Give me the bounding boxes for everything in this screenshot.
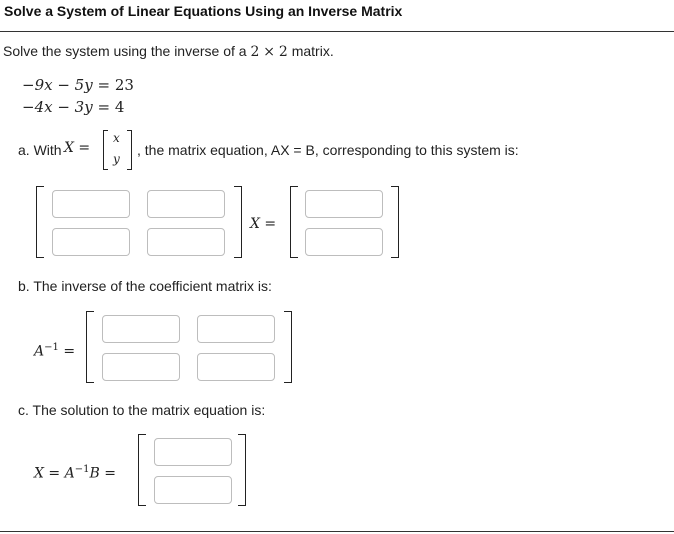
vector-right-bracket [127, 130, 132, 170]
coef-matrix-left-bracket [36, 186, 44, 258]
part-c-text: c. The solution to the matrix equation is: [18, 402, 266, 418]
x-equals-label: X = [64, 140, 91, 156]
b-matrix-left-bracket [290, 186, 298, 258]
times-symbol: × [263, 44, 276, 60]
coef-input-a21[interactable] [52, 228, 130, 256]
inverse-input-i22[interactable] [197, 353, 275, 381]
inverse-matrix-left-bracket [86, 311, 94, 383]
equation-1: −9x − 5y = 23 [22, 76, 134, 94]
solution-input-x2[interactable] [154, 476, 232, 504]
b-input-1[interactable] [305, 190, 383, 218]
dim-a: 2 [250, 44, 260, 60]
x-equals-matrix-label: X = [250, 216, 277, 232]
page-title: Solve a System of Linear Equations Using an Inverse Matrix [4, 3, 403, 19]
inverse-input-i21[interactable] [102, 353, 180, 381]
vector-x: x [113, 131, 120, 145]
coef-input-a11[interactable] [52, 190, 130, 218]
solution-right-bracket [238, 434, 246, 506]
solution-input-x1[interactable] [154, 438, 232, 466]
vector-left-bracket [103, 130, 108, 170]
bottom-divider [0, 531, 674, 532]
intro-text: Solve the system using the inverse of a 2 × 2 matrix. [3, 43, 334, 60]
solution-label: $X = A^{-1}B$ = [34, 464, 116, 482]
equation-2: −4x − 3y = 4 [22, 98, 125, 116]
title-divider [0, 31, 674, 32]
inverse-input-i11[interactable] [102, 315, 180, 343]
dim-b: 2 [278, 44, 288, 60]
b-matrix-right-bracket [391, 186, 399, 258]
coef-input-a12[interactable] [147, 190, 225, 218]
part-a-prefix: a. With [18, 142, 62, 158]
inverse-label: $A^{-1}$ = [34, 342, 76, 360]
coef-matrix-right-bracket [234, 186, 242, 258]
inverse-matrix-right-bracket [284, 311, 292, 383]
coef-input-a22[interactable] [147, 228, 225, 256]
b-input-2[interactable] [305, 228, 383, 256]
part-b-text: b. The inverse of the coefficient matrix is: [18, 278, 272, 294]
solution-left-bracket [138, 434, 146, 506]
inverse-input-i12[interactable] [197, 315, 275, 343]
vector-y: y [113, 152, 120, 166]
part-a-suffix: , the matrix equation, AX = B, corresponding to this system is: [137, 142, 519, 158]
